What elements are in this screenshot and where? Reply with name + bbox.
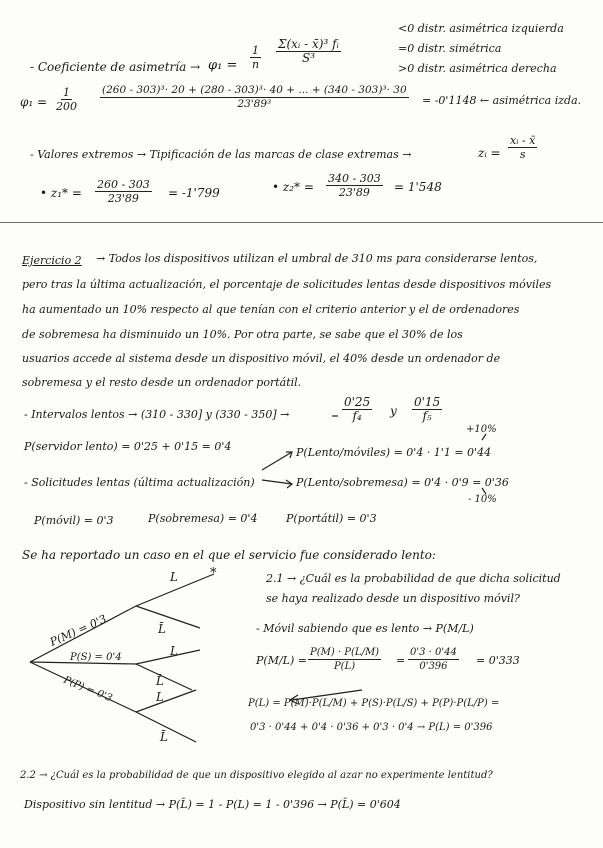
frac-num: 0'3 · 0'44 [410, 647, 457, 658]
y-conjunction: y [390, 404, 397, 418]
p-movil: P(móvil) = 0'3 [34, 514, 114, 527]
tree-lbar-m: L̄ [158, 622, 166, 636]
p-sobremesa: P(sobremesa) = 0'4 [148, 512, 258, 525]
q21-pl-values: 0'3 · 0'44 + 0'4 · 0'36 + 0'3 · 0'4 → P(L) = 0'396 [250, 722, 493, 733]
frac-den: 0'396 [419, 661, 448, 672]
frac-num: 0'15 [414, 395, 441, 409]
zi-label: zᵢ = [478, 146, 501, 160]
frac-den: 23'89 [338, 186, 370, 199]
tree-star: * [210, 566, 217, 581]
case-positive: >0 distr. asimétrica derecha [398, 62, 557, 75]
frac-num: 0'25 [344, 395, 371, 409]
tree-pp: P(P) = 0'3 [61, 674, 114, 705]
minus-10-percent: - 10% [468, 494, 497, 505]
frac-den: n [252, 58, 260, 71]
frac-num: Σ(xᵢ - x̄)³ fᵢ [278, 37, 339, 51]
z2-label: • z₂* = [272, 180, 314, 194]
solicitudes-label: - Solicitudes lentas (última actualización) [24, 476, 255, 489]
frac-den: 23'89 [107, 192, 139, 205]
phi-symbol-2: φ₁ = [20, 95, 48, 109]
ejercicio2-line-1: → Todos los dispositivos utilizan el umbral de 310 ms para considerarse lentos, [96, 252, 538, 265]
tree-l-s: L [170, 644, 178, 658]
z1-result: = -1'799 [168, 186, 220, 200]
ejercicio2-line-6: sobremesa y el resto desde un ordenador portátil. [22, 376, 302, 389]
frac-den: P(L) [333, 661, 356, 672]
q22-title: 2.2 → ¿Cuál es la probabilidad de que un dispositivo elegido al azar no experimente lentitud? [20, 770, 493, 781]
q21-title-2: se haya realizado desde un dispositivo móvil? [266, 592, 520, 605]
phi-symbol: φ₁ = [208, 58, 238, 73]
frac-num: (260 - 303)³· 20 + (280 - 303)³· 40 + ... + (340 - 303)³· 30 [102, 84, 407, 96]
p-lento-moviles: P(Lento/móviles) = 0'4 · 1'1 = 0'44 [296, 446, 492, 459]
frac-num: P(M) · P(L/M) [310, 647, 380, 658]
extremos-label: - Valores extremos → Tipificación de las marcas de clase extremas → [30, 148, 412, 161]
q21-sub: - Móvil sabiendo que es lento → P(M/L) [256, 622, 474, 635]
minus-arrow [482, 488, 486, 494]
frac-num: 1 [63, 86, 70, 99]
asimetria-label: - Coeficiente de asimetría → [30, 60, 201, 74]
tree-pm: P(M) = 0'3 [47, 612, 109, 649]
branch-m-lbar [136, 606, 200, 628]
intervalos-label: - Intervalos lentos → (310 - 330] y (330 - 350] → [24, 408, 290, 421]
frac-den: f₄ [352, 409, 362, 423]
arrow-to-moviles [262, 452, 292, 470]
frac-den: S³ [301, 51, 315, 65]
plus-10-percent: +10% [466, 424, 497, 435]
q21-eq: = [396, 654, 406, 667]
frac-num: 1 [252, 44, 260, 57]
frac-den: 200 [56, 100, 77, 113]
ejercicio2-line-3: ha aumentado un 10% respecto al que tenían con el criterio anterior y el de ordenadores [22, 303, 520, 316]
p-servidor-lento: P(servidor lento) = 0'25 + 0'15 = 0'4 [24, 440, 232, 453]
frac-num: 340 - 303 [328, 172, 381, 185]
branch-s-lbar [136, 664, 192, 690]
tree-l-m: L [170, 570, 178, 584]
tree-lbar-s: L̄ [156, 674, 164, 688]
q22-answer: Dispositivo sin lentitud → P(L̄) = 1 - P(L) = 1 - 0'396 → P(L̄) = 0'604 [24, 798, 401, 811]
frac-num: xᵢ - x̄ [510, 134, 536, 147]
frac-den: 23'89³ [237, 98, 272, 110]
p-portatil: P(portátil) = 0'3 [286, 512, 377, 525]
ejercicio2-title: Ejercicio 2 [22, 254, 82, 267]
asimetria-result: = -0'1148 ← asimétrica izda. [422, 94, 582, 107]
q21-bayes-fraction [308, 646, 381, 673]
branch-s-l [136, 650, 200, 664]
q21-pl-formula: P(L) = P(M)·P(L/M) + P(S)·P(L/S) + P(P)·P(L/P) = [248, 698, 500, 709]
tree-l-p: L [156, 690, 164, 704]
frac-num: 260 - 303 [97, 178, 150, 191]
tree-ps: P(S) = 0'4 [70, 652, 122, 663]
frac-den: s [519, 148, 526, 161]
q21-value-fraction [408, 646, 459, 673]
q21-result: = 0'333 [476, 654, 520, 667]
plus-arrow [482, 434, 486, 440]
tree-lbar-p: L̄ [160, 730, 168, 744]
q21-title: 2.1 → ¿Cuál es la probabilidad de que dicha solicitud [266, 572, 561, 585]
q21-pml: P(M/L) = [256, 654, 307, 667]
p-lento-sobremesa: P(Lento/sobremesa) = 0'4 · 0'9 = 0'36 [296, 476, 509, 489]
branch-p-l [136, 690, 196, 712]
case-negative: <0 distr. asimétrica izquierda [398, 22, 564, 35]
case-zero: =0 distr. simétrica [398, 42, 502, 55]
ejercicio2-line-4: de sobremesa ha disminuido un 10%. Por otra parte, se sabe que el 30% de los [22, 328, 463, 341]
caso-text: Se ha reportado un caso en el que el servicio fue considerado lento: [22, 548, 436, 562]
frac-den: f₅ [422, 409, 432, 423]
ejercicio2-line-5: usuarios accede al sistema desde un dispositivo móvil, el 40% desde un ordenador de [22, 352, 501, 365]
z1-label: • z₁* = [40, 186, 82, 200]
ejercicio2-line-2: pero tras la última actualización, el porcentaje de solicitudes lentas desde dispositivos móviles [22, 278, 552, 291]
z2-result: = 1'548 [394, 180, 442, 194]
